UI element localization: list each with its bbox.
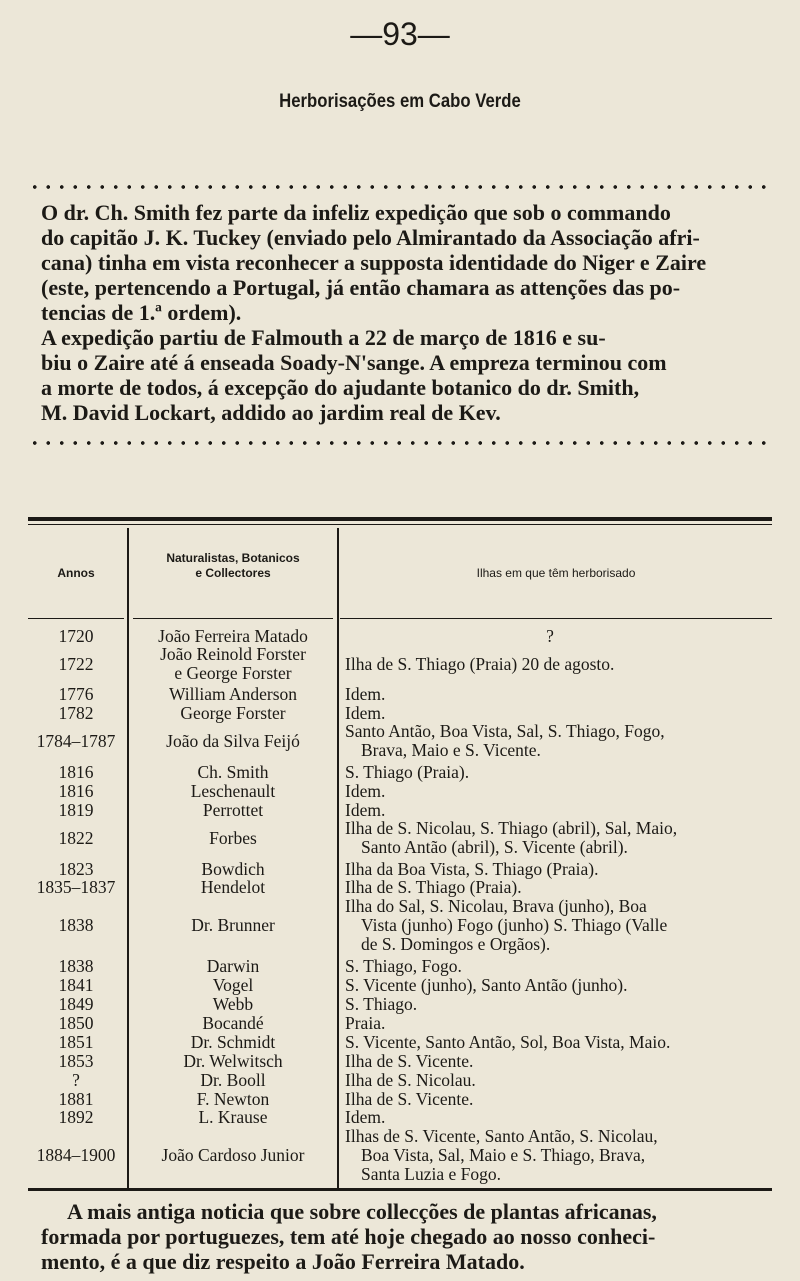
dotted-separator-top <box>28 184 770 190</box>
intro-line: (este, pertencendo a Portugal, já então chamara as attenções das po- <box>41 275 681 300</box>
naturalist-cell: João Reinold Forster <box>160 644 306 664</box>
year-cell: 1776 <box>58 684 94 704</box>
islands-cell <box>345 741 775 760</box>
header-underline-years <box>28 618 124 619</box>
islands-cell: Ilha de S. Vicente. <box>345 1051 474 1071</box>
islands-cell: Idem. <box>345 684 386 704</box>
islands-cell: Ilha de S. Thiago (Praia). <box>345 877 522 897</box>
naturalist-cell: Vogel <box>212 975 254 995</box>
naturalist-cell: Darwin <box>206 956 260 976</box>
header-naturalists-line1: Naturalistas, Botanicos <box>166 551 300 565</box>
islands-cell: S. Vicente, Santo Antão, Sol, Boa Vista, Maio. <box>345 1032 671 1052</box>
naturalist-cell: George Forster <box>180 703 286 723</box>
intro-line: M. David Lockart, addido ao jardim real de Kev. <box>41 400 501 425</box>
intro-line: O dr. Ch. Smith fez parte da infeliz expedição que sob o commando <box>41 200 671 225</box>
year-cell: 1841 <box>58 975 94 995</box>
islands-cell: Idem. <box>345 703 386 723</box>
naturalist-cell: Forbes <box>209 828 257 848</box>
naturalist-cell: Dr. Welwitsch <box>183 1051 283 1071</box>
intro-line: biu o Zaire até á enseada Soady-N'sange. A empreza terminou com <box>41 350 667 375</box>
year-cell: ? <box>72 1070 80 1090</box>
year-cell: 1819 <box>58 800 94 820</box>
islands-cell: Ilha de S. Nicolau, S. Thiago (abril), Sal, Maio, <box>345 818 678 838</box>
naturalist-cell: Perrottet <box>202 800 264 820</box>
year-cell: 1884–1900 <box>36 1145 116 1165</box>
islands-cell: Ilha de S. Vicente. <box>345 1089 474 1109</box>
islands-cell: Ilhas de S. Vicente, Santo Antão, S. Nicolau, <box>345 1126 658 1146</box>
closing-line: mento, é a que diz respeito a João Ferreira Matado. <box>41 1249 525 1274</box>
naturalist-cell: João Cardoso Junior <box>161 1145 305 1165</box>
islands-cell <box>345 916 775 935</box>
year-cell: 1838 <box>58 956 94 976</box>
header-islands: Ilhas em que têm herborisado <box>476 566 636 580</box>
naturalist-cell: Bocandé <box>202 1013 264 1033</box>
closing-line: A mais antiga noticia que sobre collecções de plantas africanas, <box>67 1199 657 1224</box>
islands-cell: S. Thiago. <box>345 994 418 1014</box>
year-cell: 1850 <box>58 1013 94 1033</box>
islands-cell: ? <box>546 626 554 646</box>
islands-line: Boa Vista, Sal, Maio e S. Thiago, Brava, <box>361 1145 646 1165</box>
table-top-rule <box>28 517 772 521</box>
islands-cell: Praia. <box>345 1013 386 1033</box>
naturalist-cell: e George Forster <box>174 663 292 683</box>
year-cell: 1816 <box>58 762 94 782</box>
intro-line: a morte de todos, á excepção do ajudante botanico do dr. Smith, <box>41 375 640 400</box>
islands-line: Santo Antão (abril), S. Vicente (abril). <box>361 837 628 857</box>
header-naturalists <box>133 551 333 581</box>
naturalist-cell: William Anderson <box>168 684 298 704</box>
year-cell: 1784–1787 <box>36 731 116 751</box>
year-cell: 1853 <box>58 1051 94 1071</box>
naturalist-cell: Leschenault <box>190 781 276 801</box>
islands-cell: S. Thiago (Praia). <box>345 762 470 782</box>
year-cell: 1892 <box>58 1107 94 1127</box>
naturalist-cell: Dr. Schmidt <box>190 1032 276 1052</box>
year-cell: 1881 <box>58 1089 94 1109</box>
islands-cell <box>345 1146 775 1165</box>
year-cell: 1849 <box>58 994 94 1014</box>
islands-cell: Ilha da Boa Vista, S. Thiago (Praia). <box>345 859 599 879</box>
naturalist-cell: Bowdich <box>201 859 265 879</box>
intro-line: do capitão J. K. Tuckey (enviado pelo Almirantado da Associação afri- <box>41 225 700 250</box>
islands-cell: Santo Antão, Boa Vista, Sal, S. Thiago, Fogo, <box>345 721 665 741</box>
islands-cell: Idem. <box>345 1107 386 1127</box>
intro-paragraph <box>41 200 768 425</box>
intro-line: cana) tinha em vista reconhecer a supposta identidade do Niger e Zaire <box>41 250 707 275</box>
column-divider-1 <box>127 528 129 1188</box>
naturalist-cell: F. Newton <box>196 1089 270 1109</box>
naturalist-cell: Hendelot <box>200 877 266 897</box>
naturalist-cell: L. Krause <box>198 1107 268 1127</box>
islands-line: de S. Domingos e Orgãos). <box>361 934 551 954</box>
naturalist-cell: Webb <box>212 994 254 1014</box>
dotted-separator-bottom <box>28 440 770 446</box>
islands-cell <box>345 1165 775 1184</box>
naturalist-cell: Dr. Booll <box>200 1070 266 1090</box>
islands-cell: Ilha do Sal, S. Nicolau, Brava (junho), Boa <box>345 896 647 916</box>
intro-line: tencias de 1.ª ordem). <box>41 300 242 325</box>
header-underline-islands <box>340 618 772 619</box>
naturalist-cell: Ch. Smith <box>197 762 269 782</box>
table-top-rule-thin <box>28 524 772 525</box>
year-cell: 1838 <box>58 915 94 935</box>
naturalist-cell: Dr. Brunner <box>191 915 275 935</box>
islands-cell: Idem. <box>345 781 386 801</box>
section-title: Herborisações em Cabo Verde <box>279 91 521 112</box>
islands-cell: Idem. <box>345 800 386 820</box>
islands-cell: Ilha de S. Nicolau. <box>345 1070 476 1090</box>
islands-cell: S. Thiago, Fogo. <box>345 956 462 976</box>
closing-paragraph <box>41 1199 768 1274</box>
year-cell: 1823 <box>58 859 94 879</box>
header-underline-names <box>133 618 333 619</box>
year-cell: 1782 <box>58 703 94 723</box>
naturalist-cell: João da Silva Feijó <box>166 731 300 751</box>
islands-line: Santa Luzia e Fogo. <box>361 1164 501 1184</box>
islands-line: Vista (junho) Fogo (junho) S. Thiago (Valle <box>361 915 668 935</box>
islands-cell <box>345 935 775 954</box>
year-cell: 1835–1837 <box>36 877 116 897</box>
year-cell: 1816 <box>58 781 94 801</box>
header-naturalists-line2: e Collectores <box>195 566 271 580</box>
intro-line: A expedição partiu de Falmouth a 22 de março de 1816 e su- <box>41 325 606 350</box>
year-cell: 1851 <box>58 1032 94 1052</box>
closing-line: formada por portuguezes, tem até hoje chegado ao nosso conheci- <box>41 1224 656 1249</box>
naturalist-cell: João Ferreira Matado <box>158 626 308 646</box>
page-number: —93— <box>350 16 450 52</box>
islands-cell: S. Vicente (junho), Santo Antão (junho). <box>345 975 628 995</box>
islands-cell: Ilha de S. Thiago (Praia) 20 de agosto. <box>345 654 615 674</box>
islands-line: Brava, Maio e S. Vicente. <box>361 740 541 760</box>
header-years: Annos <box>57 566 95 580</box>
year-cell: 1822 <box>58 828 94 848</box>
islands-cell <box>345 838 775 857</box>
year-cell: 1722 <box>58 654 94 674</box>
year-cell: 1720 <box>58 626 94 646</box>
table-bottom-rule <box>28 1188 772 1191</box>
